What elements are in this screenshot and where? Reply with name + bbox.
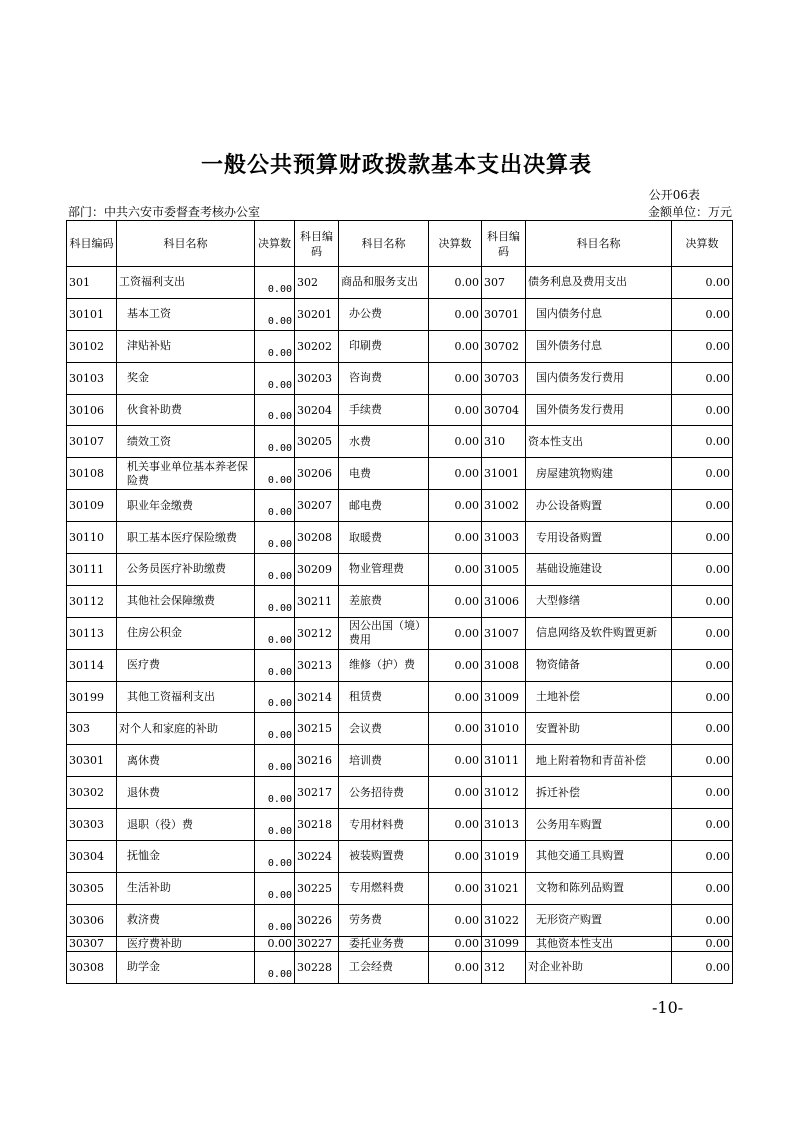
cell-amount: 0.00 <box>672 951 733 983</box>
cell-name: 公务招待费 <box>339 777 429 809</box>
table-body <box>67 267 733 984</box>
cell-code: 30207 <box>295 490 339 522</box>
cell-code: 31022 <box>482 904 526 936</box>
table-row <box>67 809 733 841</box>
cell-name: 房屋建筑物购建 <box>526 458 672 490</box>
cell-name: 水费 <box>339 426 429 458</box>
cell-code: 31012 <box>482 777 526 809</box>
cell-code: 30224 <box>295 841 339 873</box>
cell-code: 31019 <box>482 841 526 873</box>
header-amount: 决算数 <box>672 221 733 267</box>
cell-code: 30199 <box>67 681 117 713</box>
cell-code: 31010 <box>482 713 526 745</box>
cell-code: 31007 <box>482 617 526 649</box>
cell-name: 文物和陈列品购置 <box>526 872 672 904</box>
cell-amount: 0.00 <box>255 458 295 490</box>
cell-code: 30306 <box>67 904 117 936</box>
table-row <box>67 777 733 809</box>
cell-amount: 0.00 <box>255 681 295 713</box>
cell-amount: 0.00 <box>672 458 733 490</box>
cell-amount: 0.00 <box>429 490 482 522</box>
cell-amount: 0.00 <box>672 872 733 904</box>
cell-amount: 0.00 <box>255 936 295 951</box>
cell-name: 基础设施建设 <box>526 554 672 586</box>
cell-name: 公务用车购置 <box>526 809 672 841</box>
cell-name: 维修（护）费 <box>339 649 429 681</box>
cell-amount: 0.00 <box>255 951 295 983</box>
cell-amount: 0.00 <box>429 681 482 713</box>
cell-amount: 0.00 <box>672 777 733 809</box>
cell-amount: 0.00 <box>672 298 733 330</box>
cell-amount: 0.00 <box>255 554 295 586</box>
cell-code: 30114 <box>67 649 117 681</box>
cell-code: 30213 <box>295 649 339 681</box>
cell-name: 对个人和家庭的补助 <box>117 713 255 745</box>
cell-code: 30214 <box>295 681 339 713</box>
cell-name: 其他交通工具购置 <box>526 841 672 873</box>
cell-code: 30109 <box>67 490 117 522</box>
cell-amount: 0.00 <box>672 394 733 426</box>
cell-amount: 0.00 <box>672 745 733 777</box>
cell-name: 机关事业单位基本养老保险费 <box>117 458 255 490</box>
table-row <box>67 585 733 617</box>
cell-name: 委托业务费 <box>339 936 429 951</box>
table-row <box>67 522 733 554</box>
cell-name: 租赁费 <box>339 681 429 713</box>
cell-name: 津贴补贴 <box>117 330 255 362</box>
cell-code: 30209 <box>295 554 339 586</box>
cell-amount: 0.00 <box>255 490 295 522</box>
table-row <box>67 267 733 299</box>
cell-code: 30226 <box>295 904 339 936</box>
header-amount: 决算数 <box>429 221 482 267</box>
cell-amount: 0.00 <box>255 745 295 777</box>
cell-name: 咨询费 <box>339 362 429 394</box>
cell-name: 对企业补助 <box>526 951 672 983</box>
cell-name: 土地补偿 <box>526 681 672 713</box>
cell-name: 基本工资 <box>117 298 255 330</box>
table-row <box>67 841 733 873</box>
cell-amount: 0.00 <box>672 585 733 617</box>
cell-amount: 0.00 <box>429 951 482 983</box>
table-row <box>67 330 733 362</box>
cell-name: 取暖费 <box>339 522 429 554</box>
cell-name: 退休费 <box>117 777 255 809</box>
cell-name: 因公出国（境）费用 <box>339 617 429 649</box>
cell-amount: 0.00 <box>429 777 482 809</box>
cell-code: 31099 <box>482 936 526 951</box>
header-name: 科目名称 <box>117 221 255 267</box>
cell-amount: 0.00 <box>672 267 733 299</box>
cell-code: 30308 <box>67 951 117 983</box>
cell-name: 印刷费 <box>339 330 429 362</box>
cell-name: 助学金 <box>117 951 255 983</box>
cell-code: 307 <box>482 267 526 299</box>
cell-amount: 0.00 <box>255 809 295 841</box>
cell-amount: 0.00 <box>429 362 482 394</box>
cell-code: 30302 <box>67 777 117 809</box>
cell-amount: 0.00 <box>429 617 482 649</box>
table-row <box>67 951 733 983</box>
cell-name: 抚恤金 <box>117 841 255 873</box>
table-row <box>67 362 733 394</box>
cell-amount: 0.00 <box>255 872 295 904</box>
cell-name: 其他工资福利支出 <box>117 681 255 713</box>
cell-amount: 0.00 <box>255 522 295 554</box>
cell-name: 无形资产购置 <box>526 904 672 936</box>
cell-name: 其他社会保障缴费 <box>117 585 255 617</box>
cell-amount: 0.00 <box>255 713 295 745</box>
table-row <box>67 681 733 713</box>
header-name: 科目名称 <box>526 221 672 267</box>
cell-name: 生活补助 <box>117 872 255 904</box>
cell-amount: 0.00 <box>255 267 295 299</box>
cell-name: 大型修缮 <box>526 585 672 617</box>
cell-name: 国外债务付息 <box>526 330 672 362</box>
cell-code: 30215 <box>295 713 339 745</box>
table-row <box>67 298 733 330</box>
cell-amount: 0.00 <box>429 745 482 777</box>
cell-name: 医疗费补助 <box>117 936 255 951</box>
cell-amount: 0.00 <box>429 809 482 841</box>
cell-name: 资本性支出 <box>526 426 672 458</box>
cell-name: 信息网络及软件购置更新 <box>526 617 672 649</box>
cell-name: 培训费 <box>339 745 429 777</box>
cell-amount: 0.00 <box>672 330 733 362</box>
table-row <box>67 904 733 936</box>
cell-code: 30102 <box>67 330 117 362</box>
cell-name: 债务利息及费用支出 <box>526 267 672 299</box>
cell-name: 会议费 <box>339 713 429 745</box>
table-row <box>67 426 733 458</box>
cell-code: 30112 <box>67 585 117 617</box>
cell-code: 310 <box>482 426 526 458</box>
cell-name: 国内债务发行费用 <box>526 362 672 394</box>
cell-name: 电费 <box>339 458 429 490</box>
cell-code: 30228 <box>295 951 339 983</box>
cell-code: 30205 <box>295 426 339 458</box>
cell-code: 30204 <box>295 394 339 426</box>
cell-code: 301 <box>67 267 117 299</box>
cell-code: 31003 <box>482 522 526 554</box>
cell-name: 工资福利支出 <box>117 267 255 299</box>
cell-code: 30217 <box>295 777 339 809</box>
cell-amount: 0.00 <box>429 872 482 904</box>
cell-amount: 0.00 <box>255 362 295 394</box>
cell-name: 离休费 <box>117 745 255 777</box>
header-code: 科目编码 <box>482 221 526 267</box>
cell-amount: 0.00 <box>255 904 295 936</box>
cell-amount: 0.00 <box>672 649 733 681</box>
cell-amount: 0.00 <box>672 841 733 873</box>
cell-code: 30202 <box>295 330 339 362</box>
meta-row <box>68 203 732 220</box>
cell-amount: 0.00 <box>672 809 733 841</box>
cell-code: 31002 <box>482 490 526 522</box>
cell-name: 工会经费 <box>339 951 429 983</box>
cell-amount: 0.00 <box>429 713 482 745</box>
cell-code: 30103 <box>67 362 117 394</box>
cell-amount: 0.00 <box>429 554 482 586</box>
cell-code: 30107 <box>67 426 117 458</box>
cell-name: 邮电费 <box>339 490 429 522</box>
cell-name: 伙食补助费 <box>117 394 255 426</box>
cell-name: 救济费 <box>117 904 255 936</box>
cell-amount: 0.00 <box>429 267 482 299</box>
cell-code: 31006 <box>482 585 526 617</box>
table-row <box>67 490 733 522</box>
cell-name: 退职（役）费 <box>117 809 255 841</box>
cell-amount: 0.00 <box>672 426 733 458</box>
cell-name: 绩效工资 <box>117 426 255 458</box>
cell-code: 30111 <box>67 554 117 586</box>
cell-amount: 0.00 <box>255 585 295 617</box>
header-code: 科目编码 <box>67 221 117 267</box>
budget-table <box>66 220 733 984</box>
table-row <box>67 617 733 649</box>
cell-code: 30701 <box>482 298 526 330</box>
form-number: 公开06表 <box>648 188 700 202</box>
cell-code: 30307 <box>67 936 117 951</box>
cell-name: 专用燃料费 <box>339 872 429 904</box>
cell-code: 312 <box>482 951 526 983</box>
cell-code: 30227 <box>295 936 339 951</box>
header-name: 科目名称 <box>339 221 429 267</box>
cell-name: 专用设备购置 <box>526 522 672 554</box>
cell-amount: 0.00 <box>429 841 482 873</box>
cell-amount: 0.00 <box>429 585 482 617</box>
table-row <box>67 745 733 777</box>
cell-code: 30206 <box>295 458 339 490</box>
unit-label: 金额单位：万元 <box>647 205 732 219</box>
department-label: 部门：中共六安市委督查考核办公室 <box>68 205 261 219</box>
table-row <box>67 458 733 490</box>
cell-name: 其他资本性支出 <box>526 936 672 951</box>
cell-name: 劳务费 <box>339 904 429 936</box>
cell-amount: 0.00 <box>255 841 295 873</box>
cell-name: 奖金 <box>117 362 255 394</box>
cell-code: 30218 <box>295 809 339 841</box>
cell-amount: 0.00 <box>672 522 733 554</box>
cell-code: 30203 <box>295 362 339 394</box>
cell-name: 商品和服务支出 <box>339 267 429 299</box>
table-row <box>67 554 733 586</box>
cell-name: 差旅费 <box>339 585 429 617</box>
cell-amount: 0.00 <box>429 649 482 681</box>
cell-name: 办公费 <box>339 298 429 330</box>
cell-code: 30216 <box>295 745 339 777</box>
cell-amount: 0.00 <box>255 330 295 362</box>
table-row <box>67 936 733 951</box>
cell-amount: 0.00 <box>672 936 733 951</box>
cell-amount: 0.00 <box>672 713 733 745</box>
page-title: 一般公共预算财政拨款基本支出决算表 <box>200 152 592 178</box>
header-amount: 决算数 <box>255 221 295 267</box>
cell-code: 30211 <box>295 585 339 617</box>
cell-code: 30303 <box>67 809 117 841</box>
cell-code: 30106 <box>67 394 117 426</box>
cell-amount: 0.00 <box>429 904 482 936</box>
cell-code: 30704 <box>482 394 526 426</box>
cell-amount: 0.00 <box>429 394 482 426</box>
cell-name: 物业管理费 <box>339 554 429 586</box>
table-row <box>67 872 733 904</box>
cell-name: 手续费 <box>339 394 429 426</box>
cell-amount: 0.00 <box>672 362 733 394</box>
cell-amount: 0.00 <box>672 490 733 522</box>
cell-amount: 0.00 <box>429 330 482 362</box>
cell-amount: 0.00 <box>255 394 295 426</box>
cell-amount: 0.00 <box>672 904 733 936</box>
cell-name: 办公设备购置 <box>526 490 672 522</box>
cell-name: 地上附着物和青苗补偿 <box>526 745 672 777</box>
cell-code: 30201 <box>295 298 339 330</box>
cell-name: 物资储备 <box>526 649 672 681</box>
cell-amount: 0.00 <box>429 298 482 330</box>
cell-amount: 0.00 <box>255 298 295 330</box>
header-code: 科目编码 <box>295 221 339 267</box>
table-row <box>67 649 733 681</box>
cell-name: 住房公积金 <box>117 617 255 649</box>
cell-name: 医疗费 <box>117 649 255 681</box>
cell-name: 职工基本医疗保险缴费 <box>117 522 255 554</box>
cell-amount: 0.00 <box>429 522 482 554</box>
cell-code: 30703 <box>482 362 526 394</box>
cell-code: 31013 <box>482 809 526 841</box>
table-row <box>67 713 733 745</box>
cell-name: 安置补助 <box>526 713 672 745</box>
cell-code: 30301 <box>67 745 117 777</box>
cell-name: 被装购置费 <box>339 841 429 873</box>
cell-amount: 0.00 <box>429 458 482 490</box>
cell-code: 31009 <box>482 681 526 713</box>
cell-code: 30305 <box>67 872 117 904</box>
cell-amount: 0.00 <box>255 649 295 681</box>
cell-amount: 0.00 <box>255 426 295 458</box>
table-row <box>67 394 733 426</box>
cell-code: 31008 <box>482 649 526 681</box>
cell-name: 国内债务付息 <box>526 298 672 330</box>
cell-amount: 0.00 <box>672 554 733 586</box>
cell-name: 职业年金缴费 <box>117 490 255 522</box>
cell-amount: 0.00 <box>429 936 482 951</box>
cell-amount: 0.00 <box>255 617 295 649</box>
cell-code: 31011 <box>482 745 526 777</box>
cell-code: 30304 <box>67 841 117 873</box>
cell-name: 专用材料费 <box>339 809 429 841</box>
table-header-row <box>67 221 733 267</box>
cell-code: 31001 <box>482 458 526 490</box>
cell-name: 国外债务发行费用 <box>526 394 672 426</box>
cell-code: 30108 <box>67 458 117 490</box>
cell-code: 30113 <box>67 617 117 649</box>
page-number: -10- <box>652 998 684 1017</box>
cell-amount: 0.00 <box>672 617 733 649</box>
cell-name: 公务员医疗补助缴费 <box>117 554 255 586</box>
cell-code: 30208 <box>295 522 339 554</box>
cell-amount: 0.00 <box>255 777 295 809</box>
cell-code: 31005 <box>482 554 526 586</box>
cell-code: 31021 <box>482 872 526 904</box>
cell-name: 拆迁补偿 <box>526 777 672 809</box>
cell-code: 302 <box>295 267 339 299</box>
cell-amount: 0.00 <box>429 426 482 458</box>
cell-code: 30225 <box>295 872 339 904</box>
cell-code: 30702 <box>482 330 526 362</box>
cell-code: 30212 <box>295 617 339 649</box>
cell-code: 303 <box>67 713 117 745</box>
cell-amount: 0.00 <box>672 681 733 713</box>
cell-code: 30110 <box>67 522 117 554</box>
cell-code: 30101 <box>67 298 117 330</box>
